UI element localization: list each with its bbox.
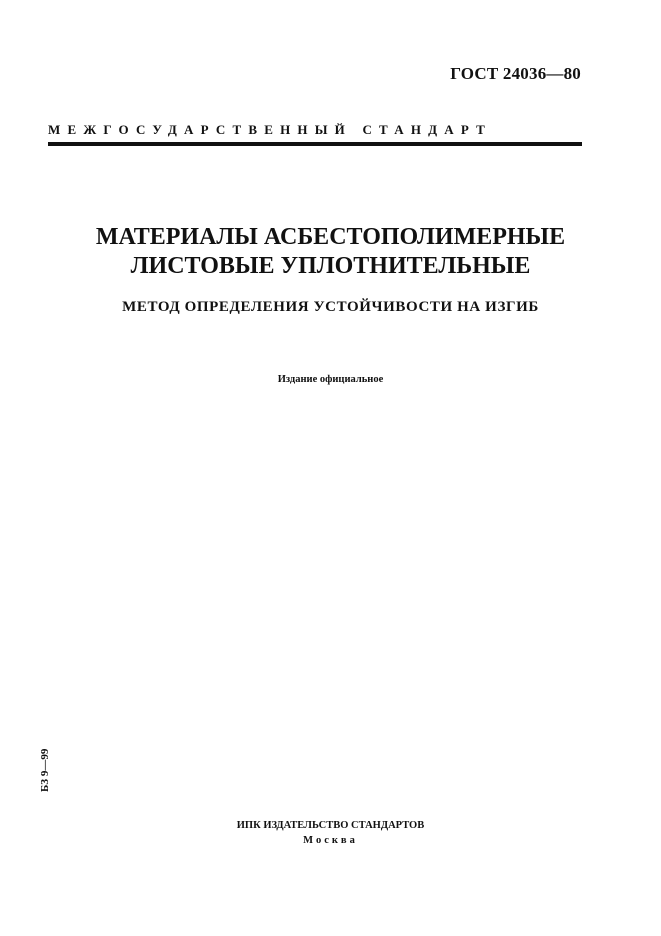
document-title [0, 223, 661, 281]
publisher-block [0, 818, 661, 848]
publisher-city: Москва [303, 835, 358, 846]
header-rule [48, 142, 582, 146]
gost-number: ГОСТ 24036—80 [450, 64, 581, 83]
edition-note: Издание официальное [277, 374, 384, 385]
document-subtitle: МЕТОД ОПРЕДЕЛЕНИЯ УСТОЙЧИВОСТИ НА ИЗГИБ [122, 299, 539, 315]
publisher-name: ИПК ИЗДАТЕЛЬСТВО СТАНДАРТОВ [236, 820, 425, 831]
title-line-1: МАТЕРИАЛЫ АСБЕСТОПОЛИМЕРНЫЕ [95, 224, 566, 250]
title-line-2: ЛИСТОВЫЕ УПЛОТНИТЕЛЬНЫЕ [130, 253, 531, 279]
side-code: БЗ 9—99 [39, 748, 51, 792]
interstate-standard-label: МЕЖГОСУДАРСТВЕННЫЙ СТАНДАРТ [48, 122, 493, 137]
